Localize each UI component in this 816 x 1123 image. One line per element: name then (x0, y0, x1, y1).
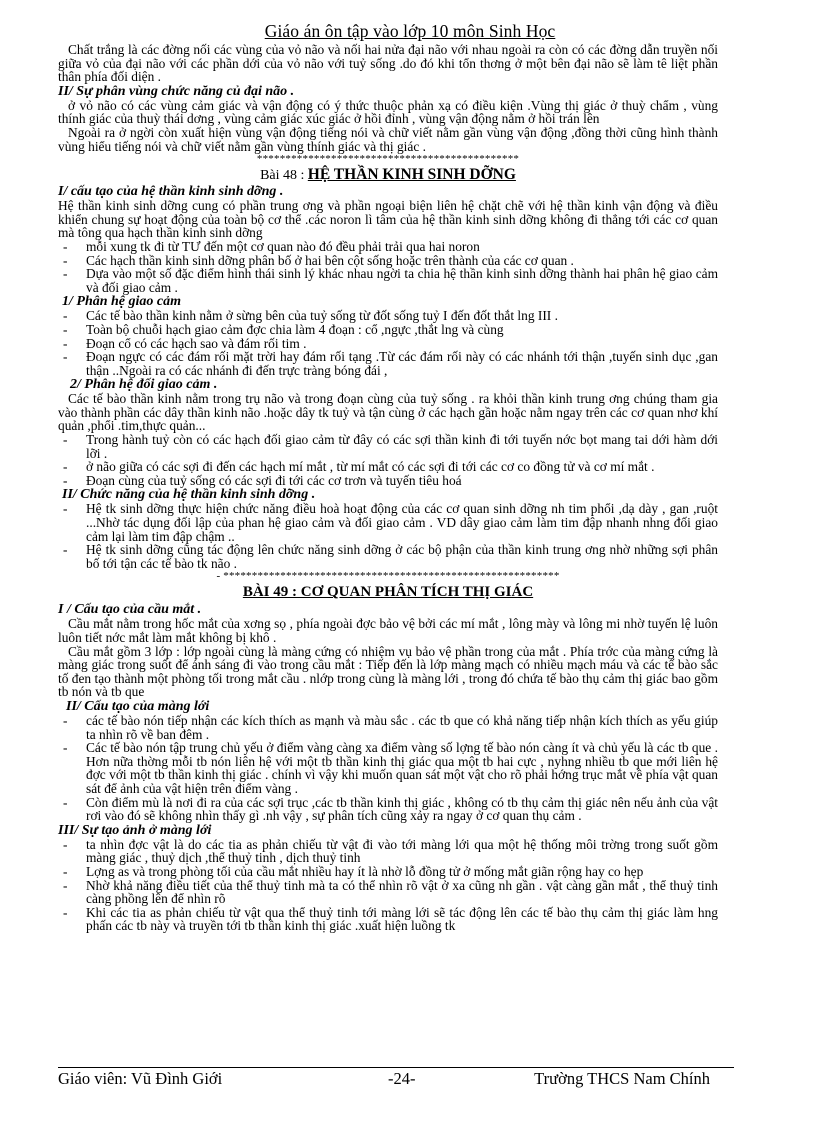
footer-school: Trường THCS Nam Chính (534, 1069, 710, 1088)
list-item: - Đoạn cổ có các hạch sao và đám rối tim . (58, 337, 718, 351)
page-footer (58, 1069, 734, 1091)
section-heading-retina-structure: II/ Cấu tạo của màng lới (66, 698, 210, 714)
list-image-formation (58, 838, 718, 933)
list-autonomic-function (58, 502, 718, 570)
lesson-48-title: HỆ THẦN KINH SINH DỠNG (307, 166, 516, 184)
lesson-48-title-line (58, 167, 718, 184)
list-item: - mỗi xung tk đi từ TƯ đến một cơ quan nào đó đều phải trải qua hai noron (58, 240, 718, 254)
section-heading-brain-zones: II/ Sự phân vùng chức năng củ đại não . (58, 83, 295, 99)
section-heading-image-formation: III/ Sự tạo ảnh ở màng lới (58, 822, 212, 838)
list-item: - Nhờ khả năng điều tiết của thể thuỷ tinh mà ta có thể nhìn rõ vật ở xa cũng nh gần . vật càng gần mắt , thể thuỷ tinh càng phồng lên để nhìn rõ (58, 879, 718, 906)
footer-page-number: -24- (388, 1069, 416, 1088)
lesson-48-number: Bài 48 : (260, 168, 305, 184)
list-item: - các tế bào nón tiếp nhận các kích thích as mạnh và màu sắc . các tb que có khả năng tiếp nhận kích thích as yếu giúp ta nhìn rõ về ban đêm . (58, 714, 718, 741)
lesson-49-title: BÀI 49 : CƠ QUAN PHÂN TÍCH THỊ GIÁC (242, 584, 534, 601)
section-heading-eyeball-structure: I / Cấu tạo của cầu mắt . (58, 602, 202, 618)
list-item: - ở não giữa có các sợi đi đến các hạch mí mắt , từ mí mắt có các sợi đi tới các cơ co đồng tử và cơ mí mắt . (58, 460, 718, 474)
intro-paragraph-cortex-zones: ở vỏ não có các vùng cảm giác và vận động có ý thức thuộc phản xạ có điều kiện .Vùng thị giác ở thuỳ chẩm , vùng thính giác của thuỳ thái dơng , vùng cảm giác xúc giác ở hồi đỉnh , vùng vận động nằm ở hồi trán lên (58, 97, 718, 127)
list-item: - Lợng as và trong phòng tối của cầu mắt nhiều hay ít là nhờ lỗ đồng tử ở mống mắt giãn rộng hay co hẹp (58, 865, 718, 879)
list-sympathetic (58, 309, 718, 377)
intro-paragraph-white-matter: Chất trắng là các đờng nối các vùng của vỏ não và nối hai nửa đại não với nhau ngoài ra còn có các đờng dẫn truyền nối giữa vỏ của đại não với các phần dới của vỏ não với tuỷ sống .do đó khi tổn thơng ở một bên đại não sẽ làm tê liệt phần thân phía đối diện . (58, 42, 718, 85)
list-parasympathetic (58, 433, 718, 487)
list-retina-structure (58, 714, 718, 823)
paragraph-parasympathetic: Các tế bào thần kinh nằm trong trụ não và trong đoạn cùng của tuỷ sống . ra khỏi thần kinh trung ơng chúng tham gia vào thành phần các dây thần kinh não .hoặc dây tk tuỷ và tận cùng ở các hạch gần hoặc nằm ngay trên các cơ quan nhơ khí quản ,phổi .tim,thực quản... (58, 391, 718, 434)
list-item: - Hệ tk sinh dỡng thực hiện chức năng điều hoà hoạt động của các cơ quan sinh dỡng nh tim phổi ,dạ dày , gan ,ruột ...Nhờ tác dụng đối lập của phan hệ giao cảm và đối giao cảm . VD dây giao cảm làm tim đập nhanh nhng đối giao cảm lại làm tim đập chậm .. (58, 502, 718, 543)
list-item: - Các hạch thần kinh sinh dỡng phân bố ở hai bên cột sống hoặc trên thành của các cơ quan . (58, 254, 718, 268)
footer-divider (58, 1067, 734, 1068)
subheading-sympathetic: 1/ Phân hệ giao cảm (62, 294, 182, 310)
footer-teacher: Giáo viên: Vũ Đình Giới (58, 1069, 223, 1088)
section-heading-autonomic-function: II/ Chức năng của hệ thần kinh sinh dỡng . (62, 487, 316, 503)
list-item: - Các tế bào thần kinh nằm ở sừng bên của tuỷ sống từ đốt sống tuỷ I đến đốt thắt lng III . (58, 309, 718, 323)
paragraph-eyeball-layers: Cầu mắt gồm 3 lớp : lớp ngoài cùng là màng cứng có nhiệm vụ bảo vệ phần trong của mắt . Phía trớc của màng cứng là màng giác trong suốt để ánh sáng đi vào trong cầu mắt : Tiếp đến là lớp màng mạch có nhiều mạch máu và các tế bào sắc tố đen tạo thành một phòng tối trong mắt cầu . nlớp trong cùng là màng lới , trong đó chứa tế bào thụ cảm thị giác bao gồm tb nón và tb que (58, 643, 718, 700)
paragraph-autonomic-intro: Hệ thần kinh sinh dỡng cung có phần trung ơng và phần ngoại biện liên hệ chặt chẽ với hệ thần kinh vận động và điều khiển chung sự hoạt động của toàn bộ cơ thể .các noron lì tâm của hệ thần kinh sinh dỡng không đi thẳng tới các cơ quan mà tông qua hạch thần kinh sinh dỡng (58, 198, 718, 241)
list-item: - Khi các tia as phản chiếu từ vật qua thể thuỷ tinh tới màng lới sẽ tác động lên các tế bào thụ cảm thị giác làm hng phấn các tb này và truyền tới tb thần kinh thị giác .xuất hiện luồng tk (58, 906, 718, 933)
list-autonomic-structure (58, 240, 718, 294)
separator-stars-1: ********************************************** (256, 153, 520, 166)
list-item: - Đoạn ngực có các đám rối mặt trời hay đám rối tạng .Từ các đám rối này có các nhánh tới thận ,tuyến sinh dục ,gan thận ..Ngoài ra có các nhánh đi đến trực tràng bóng đái , (58, 350, 718, 377)
document-body (58, 43, 718, 933)
list-item: - Hệ tk sinh dỡng cũng tác động lên chức năng sinh dỡng ở các bộ phận của thần kinh trung ơng nhờ những sợi phân bố tới tận các tế bào tk não . (58, 543, 718, 570)
list-item: - Các tế bào nón tập trung chủ yếu ở điểm vàng càng xa điểm vàng số lợng tế bào nón càng ít và chủ yếu là các tb que . Hơn nữa thờng mỗi tb nón liên hệ với một tb thần kinh thị giác qua một tb hai cực , nyhng nhiều tb que mới liên hệ đợc với một tb thần kinh thị giác . chính vì vậy khi muốn quan sát một vật cho rõ phải hớng trục mắt về phía vật quan sát để ảnh của vật hiện trên điểm vàng . (58, 741, 718, 795)
list-item: - ta nhìn đợc vật là do các tia as phản chiếu từ vật đi vào tới màng lới qua một hệ thống môi trờng trong suốt gồm màng giác , thuỷ dịch ,thể thuỷ tinh , dịch thuỷ tinh (58, 838, 718, 865)
list-item: - Đoạn cùng của tuỷ sống có các sợi đi tới các cơ trơn và tuyến tiêu hoá (58, 474, 718, 488)
section-heading-autonomic-structure: I/ cấu tạo của hệ thần kinh sinh dỡng . (58, 184, 284, 200)
separator-stars-2: - *********************************************************** (216, 570, 560, 583)
subheading-parasympathetic: 2/ Phân hệ đối giao cảm . (70, 377, 218, 393)
list-item: - Trong hành tuỷ còn có các hạch đối giao cảm từ đây có các sợi thần kinh đi tới tuyến nớc bọt mang tai dới hàm dới lỡi . (58, 433, 718, 460)
paragraph-eyeball-position: Cầu mắt nằm trong hốc mắt của xơng sọ , phía ngoài đợc bảo vệ bởi các mí mắt , lông mày và lông mi nhờ tuyến lệ luôn luôn tiết nớc mắt làm mắt không bị khô . (58, 616, 718, 645)
list-item: - Toàn bộ chuỗi hạch giao cảm đợc chia làm 4 đoạn : cổ ,ngực ,thắt lng và cùng (58, 323, 718, 337)
list-item: - Dựa vào một số đặc điểm hình thái sinh lý khác nhau ngời ta chia hệ thần kinh sinh dỡng thành hai phân hệ giao cảm và đối giao cảm . (58, 267, 718, 294)
page-header-title: Giáo án ôn tập vào lớp 10 môn Sinh Học (264, 21, 556, 41)
list-item: - Còn điểm mù là nơi đi ra của các sợi trục ,các tb thần kinh thị giác , không có tb thụ cảm thị giác nên nếu ảnh của vật rơi vào đó sẽ không nhìn thấy gì .nh vậy , sự phân tích cũng xảy ra ngay ở cơ quan thụ cảm . (58, 796, 718, 823)
intro-paragraph-speech-zones: Ngoài ra ở ngời còn xuất hiện vùng vận động tiếng nói và chữ viết nằm gần vùng vận động ,đồng thời cũng hình thành vùng hiểu tiếng nói và chữ viết nằm gần vùng thính giác và thị giác . (58, 124, 718, 154)
